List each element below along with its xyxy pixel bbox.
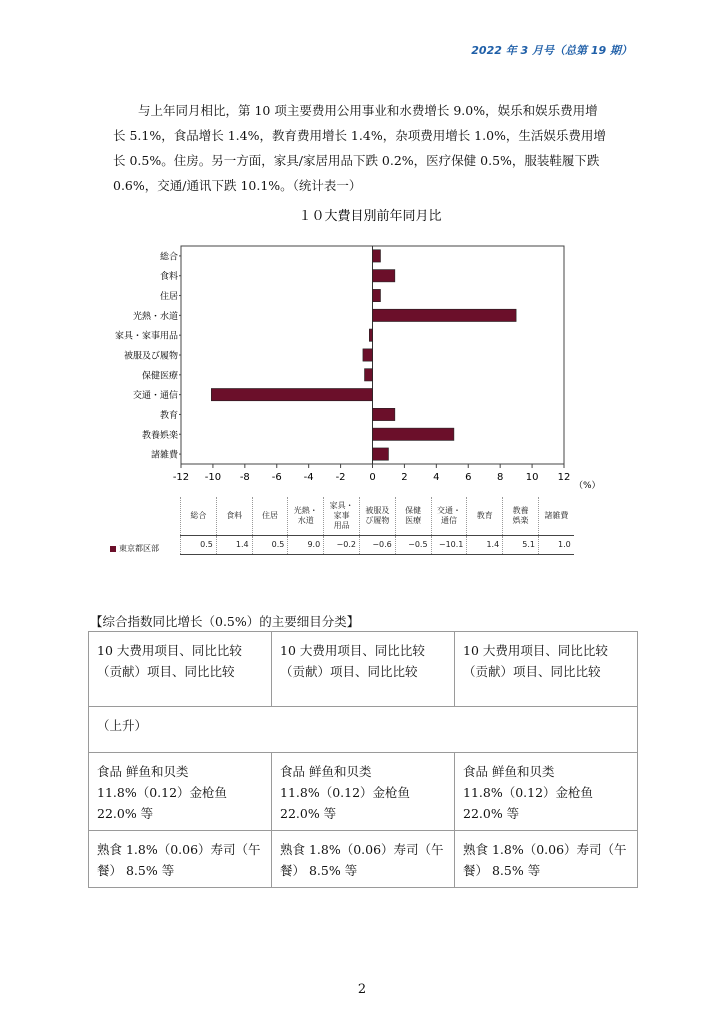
intro-line-4: 0.6%，交通/通讯下跌 10.1%。（统计表一） <box>113 178 362 193</box>
x-tick-label: 0 <box>369 472 376 483</box>
issue-header: 2022 年 3 月号（总第 19 期） <box>471 44 632 57</box>
chart-bar <box>373 408 395 420</box>
chart-table-value-cell: 9.0 <box>288 536 324 555</box>
table-cell: 熟食 1.8%（0.06）寿司（午餐） 8.5% 等 <box>89 831 272 888</box>
chart-table-header-cell: 被服及 び履物 <box>359 497 395 536</box>
category-label: 教養娯楽 <box>141 430 178 441</box>
chart-bar <box>373 428 454 440</box>
table-cell: 食品 鲜鱼和贝类 11.8%（0.12）金枪鱼 22.0% 等 <box>272 753 455 831</box>
chart-table-header-cell: 諸雑費 <box>538 497 573 536</box>
chart-table-value-cell: 1.4 <box>467 536 503 555</box>
table-subheader-cell: （上升） <box>89 707 638 753</box>
chart-legend <box>110 543 159 554</box>
x-tick-label: 8 <box>496 472 504 483</box>
chart-table-header-cell: 教育 <box>467 497 503 536</box>
chart-data-table <box>180 497 574 555</box>
chart-bar <box>373 270 395 282</box>
legend-swatch <box>110 546 116 552</box>
x-tick-label: -6 <box>271 472 282 483</box>
x-tick-label: 10 <box>525 472 539 483</box>
chart-table-value-cell: −10.1 <box>431 536 467 555</box>
table-cell: 食品 鲜鱼和贝类 11.8%（0.12）金枪鱼 22.0% 等 <box>89 753 272 831</box>
chart-table-value-cell: −0.5 <box>395 536 431 555</box>
x-tick-label: -12 <box>172 472 190 483</box>
chart-title: １０大費目別前年同月比 <box>298 209 442 224</box>
intro-line-1: 与上年同月相比，第 10 项主要费用公用事业和水费增长 9.0%，娱乐和娱乐费用增 <box>138 103 598 118</box>
table-subheader-row <box>89 707 638 753</box>
chart-table-value-cell: 1.4 <box>216 536 252 555</box>
table-row <box>89 831 638 888</box>
x-tick-label: -2 <box>335 472 346 483</box>
chart-table-header-cell: 住居 <box>252 497 288 536</box>
chart-table-header-row <box>181 497 574 536</box>
legend-series-name: 東京都区部 <box>119 544 159 553</box>
chart-bar <box>373 448 389 460</box>
chart-table-header-cell: 総合 <box>181 497 217 536</box>
chart-table-value-cell: 0.5 <box>252 536 288 555</box>
table-cell: 熟食 1.8%（0.06）寿司（午餐） 8.5% 等 <box>272 831 455 888</box>
section-title: 【综合指数同比增长（0.5%）的主要细目分类】 <box>90 614 360 629</box>
table-cell: 熟食 1.8%（0.06）寿司（午餐） 8.5% 等 <box>455 831 638 888</box>
intro-paragraph <box>113 98 635 198</box>
table-row <box>89 753 638 831</box>
x-tick-label: 12 <box>557 472 571 483</box>
breakdown-table <box>88 631 638 888</box>
bar-chart <box>100 200 610 495</box>
chart-table-value-cell: −0.6 <box>359 536 395 555</box>
chart-bar <box>363 349 373 361</box>
chart-bar <box>369 329 372 341</box>
chart-bar <box>211 388 372 400</box>
chart-table-value-cell: −0.2 <box>324 536 360 555</box>
category-label: 家具・家事用品 <box>114 331 178 342</box>
table-header-cell: 10 大费用项目、同比比较（贡献）项目、同比比较 <box>89 632 272 707</box>
chart-table-header-cell: 家具・ 家事 用品 <box>324 497 360 536</box>
chart-table-value-row <box>181 536 574 555</box>
table-header-row <box>89 632 638 707</box>
chart-bar <box>373 289 381 301</box>
category-label: 総合 <box>159 252 178 263</box>
x-tick-label: 4 <box>433 472 440 483</box>
category-label: 被服及び履物 <box>123 351 178 362</box>
x-tick-label: -10 <box>204 472 222 483</box>
x-tick-label: -4 <box>303 472 314 483</box>
chart-table-value-cell: 5.1 <box>503 536 539 555</box>
category-label: 光熱・水道 <box>132 311 178 322</box>
chart-bar <box>373 250 381 262</box>
chart-table-value-cell: 1.0 <box>538 536 573 555</box>
category-label: 住居 <box>159 292 178 303</box>
table-header-cell: 10 大费用项目、同比比较（贡献）项目、同比比较 <box>272 632 455 707</box>
x-tick-label: 2 <box>401 472 408 483</box>
chart-table-value-cell: 0.5 <box>181 536 217 555</box>
x-tick-label: 6 <box>465 472 472 483</box>
page-number: 2 <box>357 982 367 997</box>
chart-table-header-cell: 交通・ 通信 <box>431 497 467 536</box>
intro-line-2: 长 5.1%，食品增长 1.4%，教育费用增长 1.4%，杂项费用增长 1.0%，生活娱乐费用增 <box>113 128 606 143</box>
chart-table-header-cell: 食料 <box>216 497 252 536</box>
chart-table-header-cell: 光熱・ 水道 <box>288 497 324 536</box>
category-label: 食料 <box>159 272 178 283</box>
table-header-cell: 10 大费用项目、同比比较（贡献）项目、同比比较 <box>455 632 638 707</box>
table-cell: 食品 鲜鱼和贝类 11.8%（0.12）金枪鱼 22.0% 等 <box>455 753 638 831</box>
category-label: 教育 <box>159 410 178 421</box>
category-label: 諸雑費 <box>150 450 178 461</box>
category-label: 交通・通信 <box>132 391 178 402</box>
chart-table-header-cell: 教養 娯楽 <box>503 497 539 536</box>
category-label: 保健医療 <box>141 371 178 382</box>
intro-line-3: 长 0.5%。住房。另一方面，家具/家居用品下跌 0.2%，医疗保健 0.5%，服装鞋履下跌 <box>113 153 600 168</box>
chart-bar <box>365 369 373 381</box>
unit-label: （%） <box>574 481 601 491</box>
chart-bar <box>373 309 517 321</box>
x-tick-label: -8 <box>239 472 250 483</box>
chart-table-header-cell: 保健 医療 <box>395 497 431 536</box>
